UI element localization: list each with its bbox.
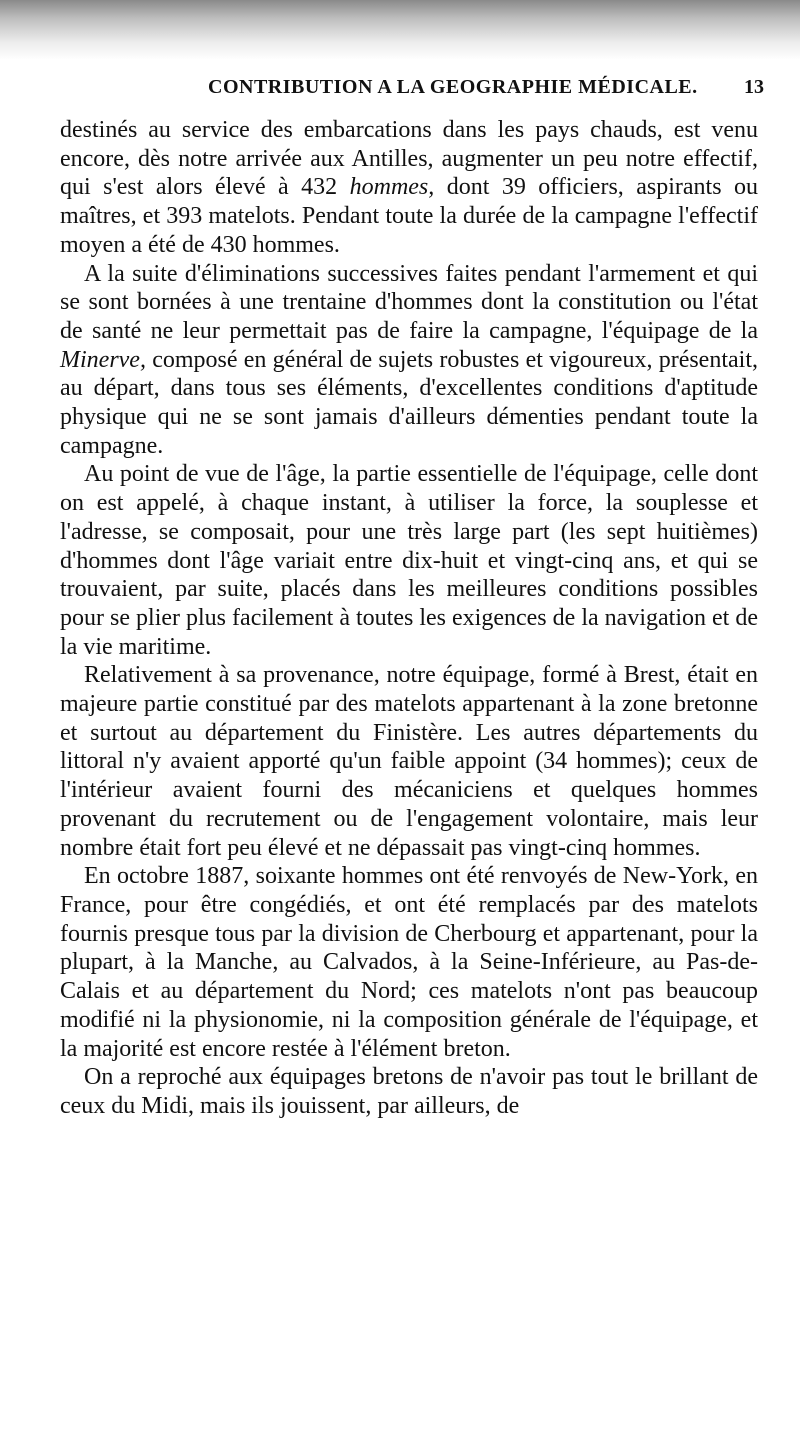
page-top-shadow: [0, 0, 800, 60]
paragraph-1: destinés au service des embarcations dans les pays chauds, est venu encore, dès notre arrivée aux Antilles, augmenter un peu notre effectif, qui s'est alors élevé à 432 hommes, dont 39 officiers, aspirants ou maîtres, et 393 matelots. Pendant toute la durée de la campagne l'effectif moyen a été de 430 hommes.: [60, 117, 758, 258]
paragraph-2: A la suite d'éliminations successives faites pendant l'armement et qui se sont bornées à une trentaine d'hommes dont la constitution ou l'état de santé ne leur permettait pas de faire la campagne, l'équipage de la Minerve, composé en général de sujets robustes et vigoureux, présentait, au départ, dans tous ses éléments, d'excellentes conditions d'aptitude physique qui ne se sont jamais d'ailleurs démenties pendant toute la campagne.: [60, 260, 758, 459]
running-head: [60, 76, 770, 104]
page-number: 13: [744, 76, 764, 98]
ship-name-minerve: Minerve,: [60, 346, 146, 373]
body-text: [60, 116, 758, 1121]
paragraph-4: Relativement à sa provenance, notre équipage, formé à Brest, était en majeure partie constitué par des matelots appartenant à la zone bretonne et surtout au département du Finistère. Les autres départements du littoral n'y avaient apporté qu'un faible appoint (34 hommes); ceux de l'intérieur avaient fourni des mécaniciens et quelques hommes provenant du recrutement ou de l'engagement volontaire, mais leur nombre était fort peu élevé et ne dépassait pas vingt-cinq hommes.: [60, 662, 758, 861]
paragraph-5: En octobre 1887, soixante hommes ont été renvoyés de New-York, en France, pour être congédiés, et ont été remplacés par des matelots fournis presque tous par la division de Cherbourg et appartenant, pour la plupart, à la Manche, au Calvados, à la Seine-Inférieure, au Pas-de-Calais et au département du Nord; ces matelots n'ont pas beaucoup modifié ni la physionomie, ni la composition générale de l'équipage, et la majorité est encore restée à l'élément breton.: [60, 863, 758, 1062]
italic-hommes: hommes,: [349, 174, 435, 201]
paragraph-6: On a reproché aux équipages bretons de n'avoir pas tout le brillant de ceux du Midi, mais ils jouissent, par ailleurs, de: [60, 1064, 758, 1119]
running-title: CONTRIBUTION A LA GEOGRAPHIE MÉDICALE.: [208, 76, 698, 98]
paragraph-3: Au point de vue de l'âge, la partie essentielle de l'équipage, celle dont on est appelé, à chaque instant, à utiliser la force, la souplesse et l'adresse, se composait, pour une très large part (les sept huitièmes) d'hommes dont l'âge variait entre dix-huit et vingt-cinq ans, et qui se trouvaient, par suite, placés dans les meilleures conditions possibles pour se plier plus facilement à toutes les exigences de la navigation et de la vie maritime.: [60, 461, 758, 660]
